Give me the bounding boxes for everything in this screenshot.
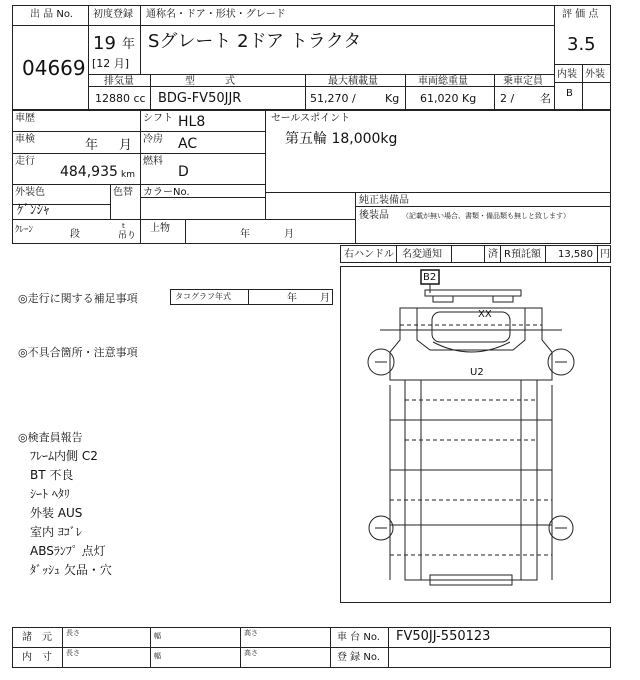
lot-no-label: 出 品 No. <box>30 9 73 20</box>
mileage-unit: km <box>121 170 135 180</box>
r-deposit-label: R預託額 <box>504 249 541 260</box>
displacement: 12880 cc <box>95 92 146 105</box>
shift-value: HL8 <box>178 114 206 130</box>
mileage-value: 484,935 <box>60 164 118 180</box>
tachograph-label: タコグラフ年式 <box>175 292 231 301</box>
reg-no-label: 登 録 No. <box>337 652 380 663</box>
reg-year-unit: 年 <box>122 37 136 52</box>
mark-u2: U2 <box>470 367 484 378</box>
eval-label: 評 価 点 <box>562 9 599 20</box>
spec-length-label: 長さ <box>66 629 80 637</box>
inspection-year: 年 <box>85 138 99 153</box>
reg-month: [12 月] <box>92 57 130 70</box>
interior-label: 内装 <box>557 69 577 80</box>
exterior-label: 外装 <box>585 69 605 80</box>
mileage-label: 走行 <box>15 156 35 167</box>
fuel-label: 燃料 <box>143 156 163 167</box>
crane-stage: 段 <box>70 229 80 240</box>
max-load-label: 最大積載量 <box>328 76 378 87</box>
name-change-sent: 済 <box>488 249 498 260</box>
ac-label: 冷房 <box>143 134 163 145</box>
right-handle: 右ハンドル <box>344 249 394 260</box>
drive-notes-title: ◎走行に関する補足事項 <box>18 292 138 305</box>
lot-no: 04669 <box>22 56 86 80</box>
ext-color-label: 外装色 <box>15 187 45 198</box>
inspector-line: 外装 AUS <box>30 506 83 520</box>
inspector-report <box>30 447 112 580</box>
genuine-label: 純正装備品 <box>359 195 409 206</box>
spec-label: 諸 元 <box>22 632 52 643</box>
displacement-label: 排気量 <box>104 76 134 87</box>
inner-label: 内 寸 <box>22 652 52 663</box>
ext-color: ｹﾞﾝｼｬ <box>17 203 50 218</box>
mark-b2: B2 <box>423 272 437 283</box>
inspector-line: 室内 ﾖｺﾞﾚ <box>30 525 82 539</box>
reg-year: 19 <box>93 33 116 54</box>
ac-value: AC <box>178 136 198 152</box>
upper-year: 年 <box>240 229 250 240</box>
model-code-label: 型 式 <box>185 76 235 87</box>
inspector-line: ﾀﾞｯｼｭ 欠品・穴 <box>30 563 112 577</box>
inspector-line: ABSﾗﾝﾌﾟ 点灯 <box>30 544 106 558</box>
shift-label: シフト <box>143 113 173 124</box>
aftermarket-label: 後装品 <box>359 210 389 221</box>
capacity: 2 / <box>500 92 515 105</box>
gross-weight-label: 車両総重量 <box>418 76 468 87</box>
max-load: 51,270 / <box>310 92 356 105</box>
chassis-no: FV50JJ-550123 <box>396 629 491 644</box>
gross-weight: 61,020 Kg <box>420 92 477 105</box>
chassis-label: 車 台 No. <box>337 632 380 643</box>
inner-length-label: 長さ <box>66 649 80 657</box>
color-change-label: 色替 <box>113 187 133 198</box>
upper-month: 月 <box>284 229 294 240</box>
inspection-label: 車検 <box>15 134 35 145</box>
mark-xx: XX <box>478 309 492 320</box>
inspector-title: ◎検査員報告 <box>18 431 83 444</box>
sales-point-label: セールスポイント <box>271 113 351 124</box>
crane-label: ｸﾚｰﾝ <box>15 225 34 235</box>
spec-height-label: 高さ <box>244 629 258 637</box>
fuel-value: D <box>178 164 189 180</box>
max-load-unit: Kg <box>385 92 400 105</box>
tacho-year: 年 <box>287 293 297 304</box>
upper-label: 上物 <box>150 223 170 234</box>
crane-ton: t <box>122 222 125 230</box>
color-code-label: カラーNo. <box>143 187 190 198</box>
spec-width-label: 幅 <box>154 632 161 640</box>
name-change-label: 名変通知 <box>402 249 442 260</box>
inspector-line: ｼｰﾄ ﾍﾀﾘ <box>30 487 70 501</box>
inner-height-label: 高さ <box>244 649 258 657</box>
model-code: BDG-FV50JJR <box>158 91 242 106</box>
model-name: Sグレート 2ドア トラクタ <box>148 31 362 52</box>
eval-score: 3.5 <box>567 34 596 55</box>
history-label: 車歴 <box>15 113 35 124</box>
r-deposit-value: 13,580 <box>558 249 593 260</box>
interior-grade: B <box>566 88 573 99</box>
defects-title: ◎不具合箇所・注意事項 <box>18 346 138 359</box>
inspection-month: 月 <box>119 138 133 153</box>
tacho-month: 月 <box>320 293 330 304</box>
grade-header: 通称名・ドア・形状・グレード <box>146 9 286 20</box>
aftermarket-note: （記載が無い場合、書類・備品類も無しと致します） <box>402 212 570 220</box>
capacity-unit: 名 <box>540 92 551 105</box>
inspector-line: BT 不良 <box>30 468 74 482</box>
capacity-label: 乗車定員 <box>503 76 543 87</box>
first-reg-label: 初度登録 <box>93 9 133 20</box>
inner-width-label: 幅 <box>154 652 161 660</box>
inspector-line: ﾌﾚｰﾑ内側 C2 <box>30 449 98 463</box>
sales-point: 第五輪 18,000kg <box>285 131 398 147</box>
crane-hook: 吊り <box>118 231 137 241</box>
r-deposit-unit: 円 <box>600 249 610 260</box>
